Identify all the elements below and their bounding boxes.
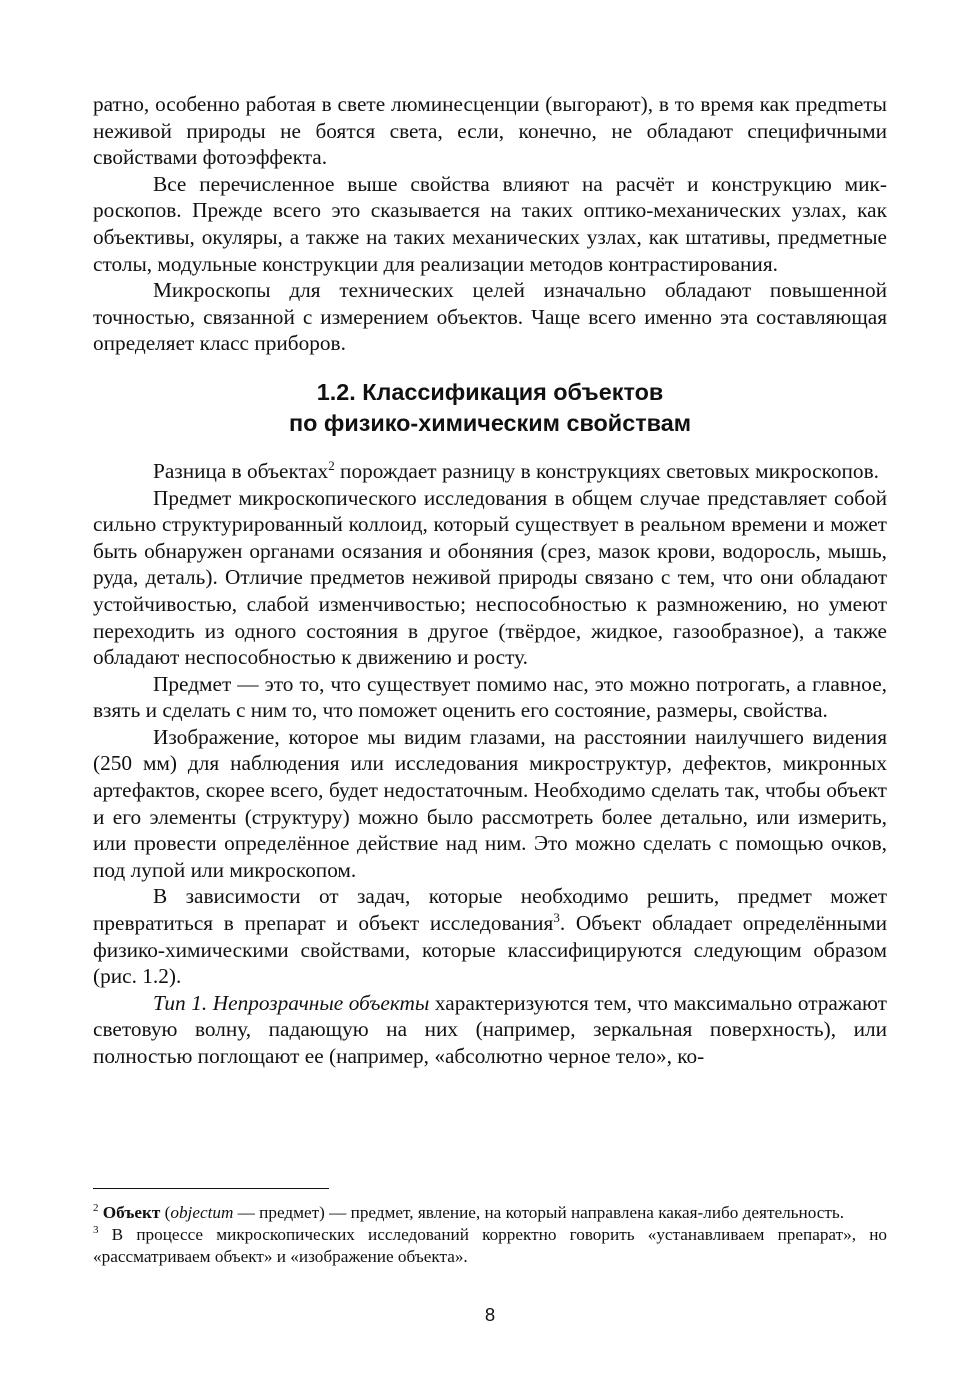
footnote-3-text: В процессе микроскопических исследований корректно говорить «устанавливаем препарат», но «рассматриваем объект» и «изображение объекта».: [93, 1224, 887, 1266]
footnote-2-text: — предмет) — предмет, явление, на который направлена какая-либо деятельность.: [233, 1203, 845, 1222]
footnote-divider: [93, 1188, 329, 1189]
paragraph-4: [93, 458, 887, 485]
paragraph-1: ратно, особенно работая в свете люминесценции (выгорают), в то время как предmеты неживой природы не боятся света, если, конечно, не обладают специфичными свойствами фотоэффекта.: [93, 92, 887, 170]
section-heading: [93, 357, 887, 458]
paragraph-7: Изображение, которое мы видим глазами, на расстоянии наилучшего видения (250 мм) для наблюдения или исследования микроструктур, дефектов, микронных артефактов, скорее всего, будет недостаточным. Необходимо сделать так, чтобы объект и его элементы (структуру) можно было рассмотреть более детально, или измерить, или провести определённое действие над ним. Это можно сделать с помощью очков, под лупой или микроскопом.: [93, 724, 887, 882]
paragraph-4-text-a: Разница в объектах: [153, 458, 329, 483]
footnote-3: [93, 1224, 887, 1268]
paragraph-4-text-b: порождает разницу в конструкциях световых микроскопов.: [334, 458, 879, 483]
paragraph-3: Микроскопы для технических целей изначально обладают повышенной точностью, связанной с измерением объектов. Чаще всего именно эта составляющая определяет класс приборов.: [93, 278, 887, 356]
footnote-2-open: (: [160, 1203, 171, 1222]
paragraph-9-italic-term: Тип 1. Непрозрачные объекты: [153, 990, 430, 1015]
paragraph-9: [93, 990, 887, 1070]
paragraph-6: Предмет — это то, что существует помимо нас, это можно потрогать, а главное, взять и сделать с ним то, что поможет оценить его состояние, размеры, свойства.: [93, 671, 887, 723]
paragraph-5: Предмет микроскопического исследования в общем случае представляет собой сильно структурированный коллоид, который существует в реальном времени и может быть обнаружен органами осязания и обоняния (срез, мазок крови, водоросль, мышь, руда, деталь). Отличие предметов неживой природы связано с тем, что они обладают устойчивостью, слабой изменчивостью; неспособностью к размножению, но умеют переходить из одного состояния в другое (твёрдое, жидкое, газообразное), а также обладают неспособностью к движению и росту.: [93, 485, 887, 670]
footnote-2-term: Объект: [102, 1203, 161, 1222]
section-heading-line-2: по физико-химическим свойствам: [288, 409, 692, 436]
page-number: 8: [484, 1304, 496, 1325]
section-heading-line-1: 1.2. Классификация объектов: [316, 378, 664, 405]
paragraph-8: [93, 883, 887, 989]
paragraph-8-text-b: . Объект обладает определёнными физико-химическими свойствами, которые классифицируются следующим образом (рис. 1.2).: [93, 911, 887, 989]
footnote-3-mark: 3: [93, 1223, 99, 1236]
footnote-2-mark: 2: [93, 1202, 99, 1214]
footnotes: [93, 1188, 887, 1267]
paragraph-8-text-a: В зависимости от задач, которые необходимо решить, предмет может превратиться в препарат и объект исследования: [93, 884, 887, 936]
footnote-2: [93, 1202, 887, 1224]
page-body: [93, 91, 887, 1070]
footnote-ref-2[interactable]: 2: [328, 457, 335, 473]
paragraph-9-text: характеризуются тем, что максимально отражают световую волну, падающую на них (например, зеркальная поверхность), или полностью поглощают ее (например, «абсолютно черное тело», ко-: [93, 990, 887, 1068]
paragraph-2: Все перечисленное выше свойства влияют на расчёт и конструкцию микроскопов. Прежде всего это сказывается на таких оптико-механических узлах, как объективы, окуляры, а также на таких механических узлах, как штативы, предметные столы, модульные конструкции для реализации методов контрастирования.: [93, 171, 887, 276]
footnote-2-latin: objectum: [170, 1203, 234, 1222]
footnote-ref-3[interactable]: 3: [553, 910, 560, 926]
